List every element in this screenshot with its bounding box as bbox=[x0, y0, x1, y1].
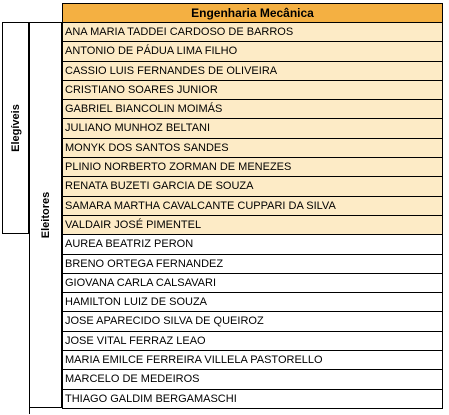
eleitor-row: MARCELO DE MEDEIROS bbox=[63, 370, 442, 389]
eleitor-row: MARIA EMILCE FERREIRA VILLELA PASTORELLO bbox=[63, 351, 442, 370]
elegivel-row: ANTONIO DE PÁDUA LIMA FILHO bbox=[63, 42, 442, 61]
eleitores-group-cell bbox=[29, 22, 62, 408]
elegivel-row: CASSIO LUIS FERNANDES DE OLIVEIRA bbox=[63, 62, 442, 81]
elegivel-row: VALDAIR JOSÉ PIMENTEL bbox=[63, 216, 442, 235]
course-header: Engenharia Mecânica bbox=[63, 4, 442, 23]
elegivel-row: SAMARA MARTHA CAVALCANTE CUPPARI DA SILVA bbox=[63, 197, 442, 216]
elegiveis-label: Elegíveis bbox=[9, 104, 22, 152]
elegivel-row: JULIANO MUNHOZ BELTANI bbox=[63, 119, 442, 138]
elegivel-row: CRISTIANO SOARES JUNIOR bbox=[63, 81, 442, 100]
names-table bbox=[62, 3, 443, 409]
elegivel-row: MONYK DOS SANTOS SANDES bbox=[63, 139, 442, 158]
eleitor-row: JOSE APARECIDO SILVA DE QUEIROZ bbox=[63, 312, 442, 331]
eleitor-row: THIAGO GALDIM BERGAMASCHI bbox=[63, 390, 442, 409]
elegivel-row: PLINIO NORBERTO ZORMAN DE MENEZES bbox=[63, 158, 442, 177]
elegiveis-group-cell bbox=[2, 22, 29, 234]
eleitores-label: Eleitores bbox=[39, 191, 52, 239]
elegivel-row: RENATA BUZETI GARCIA DE SOUZA bbox=[63, 177, 442, 196]
eleitor-row: JOSE VITAL FERRAZ LEAO bbox=[63, 332, 442, 351]
elegivel-row: ANA MARIA TADDEI CARDOSO DE BARROS bbox=[63, 23, 442, 42]
eleitor-row: BRENO ORTEGA FERNANDEZ bbox=[63, 255, 442, 274]
eleitor-row: HAMILTON LUIZ DE SOUZA bbox=[63, 293, 442, 312]
elegivel-row: GABRIEL BIANCOLIN MOIMÁS bbox=[63, 100, 442, 119]
eleitor-row: AUREA BEATRIZ PERON bbox=[63, 235, 442, 254]
eleitor-row: GIOVANA CARLA CALSAVARI bbox=[63, 274, 442, 293]
cell-border-fragment bbox=[29, 408, 36, 414]
